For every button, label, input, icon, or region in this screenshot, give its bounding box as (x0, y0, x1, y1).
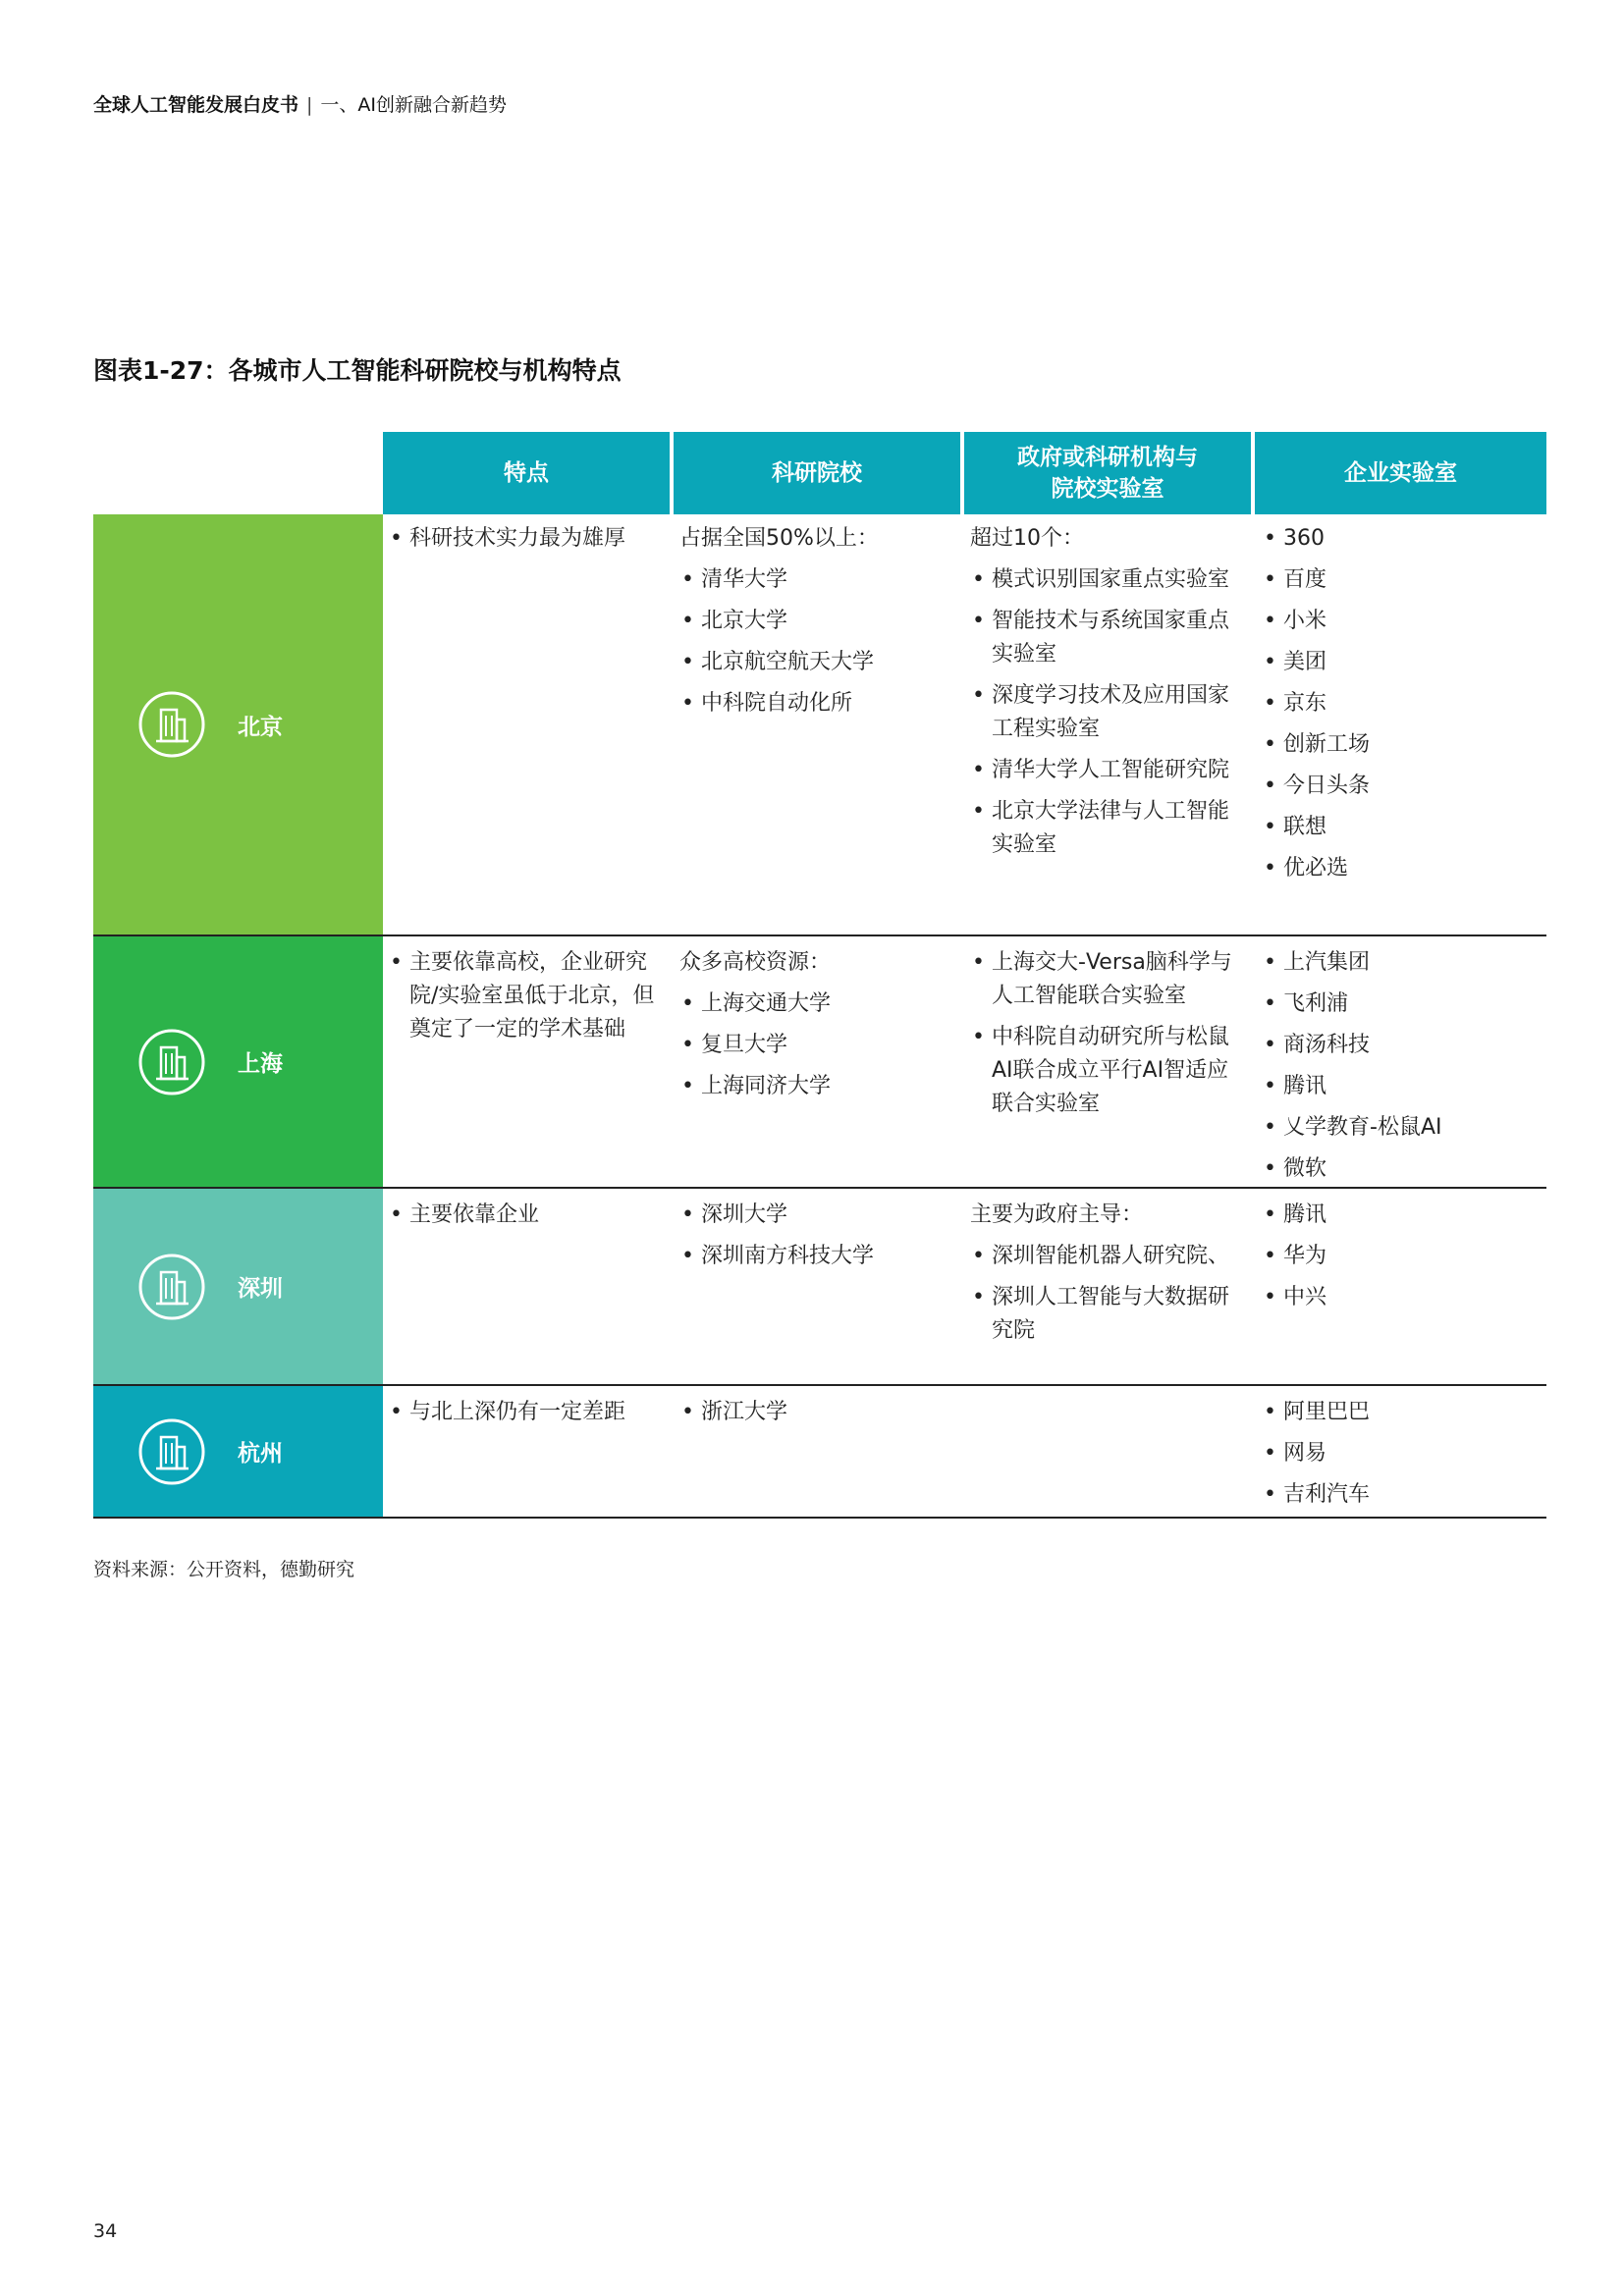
list-item: • 优必选 (1262, 852, 1541, 885)
list-item: • 商汤科技 (1262, 1029, 1541, 1062)
list-item: • 创新工场 (1262, 728, 1541, 762)
list-item: • 网易 (1262, 1437, 1541, 1470)
source-note: 资料来源：公开资料，德勤研究 (93, 1559, 355, 1580)
list-item: • 智能技术与系统国家重点实验室 (970, 605, 1249, 671)
list-item: • 中科院自动研究所与松鼠AI联合成立平行AI智适应联合实验室 (970, 1021, 1249, 1121)
list-item: • 360 (1262, 522, 1541, 556)
city-comparison-table (93, 432, 1546, 1519)
building-icon (137, 1253, 206, 1321)
list-item: • 腾讯 (1262, 1070, 1541, 1103)
city-name: 深圳 (238, 1276, 283, 1302)
list-item: • 微软 (1262, 1152, 1541, 1186)
building-icon (137, 1028, 206, 1096)
list-item: • 联想 (1262, 811, 1541, 844)
list-item: • 浙江大学 (679, 1396, 958, 1429)
list-item: • 科研技术实力最为雄厚 (388, 522, 667, 556)
city-name: 北京 (238, 714, 283, 740)
universities-cell (679, 946, 958, 1111)
features-cell (388, 522, 667, 563)
list-item: • 美团 (1262, 646, 1541, 679)
table-row (93, 936, 1546, 1189)
list-item: • 乂学教育-松鼠AI (1262, 1111, 1541, 1145)
list-item: • 上海同济大学 (679, 1070, 958, 1103)
list-item: • 今日头条 (1262, 770, 1541, 803)
city-label-cell (93, 514, 383, 934)
list-item: • 百度 (1262, 563, 1541, 597)
list-item: • 深度学习技术及应用国家工程实验室 (970, 679, 1249, 746)
enterprise-labs-cell (1262, 1199, 1541, 1322)
table-row (93, 514, 1546, 936)
cell-intro: 占据全国50%以上： (679, 526, 879, 551)
gov-labs-cell (970, 522, 1249, 870)
features-cell (388, 946, 667, 1054)
header-separator: | (306, 94, 313, 116)
list-item: • 阿里巴巴 (1262, 1396, 1541, 1429)
gov-labs-cell (970, 1199, 1249, 1356)
city-label-cell (93, 936, 383, 1187)
column-header-features: 特点 (383, 432, 670, 514)
list-item: • 主要依靠企业 (388, 1199, 667, 1232)
building-icon (137, 1417, 206, 1486)
list-item: • 清华大学 (679, 563, 958, 597)
list-item: • 模式识别国家重点实验室 (970, 563, 1249, 597)
features-cell (388, 1396, 667, 1437)
column-header-universities: 科研院校 (674, 432, 960, 514)
list-item: • 与北上深仍有一定差距 (388, 1396, 667, 1429)
list-item: • 深圳大学 (679, 1199, 958, 1232)
list-item: • 北京大学法律与人工智能实验室 (970, 795, 1249, 862)
city-name: 杭州 (238, 1441, 283, 1467)
list-item: • 中兴 (1262, 1281, 1541, 1314)
list-item: • 深圳人工智能与大数据研究院 (970, 1281, 1249, 1348)
list-item: • 上汽集团 (1262, 946, 1541, 980)
list-item: • 北京大学 (679, 605, 958, 638)
list-item: • 中科院自动化所 (679, 687, 958, 721)
header-section: 一、AI创新融合新趋势 (320, 94, 508, 116)
list-item: • 深圳南方科技大学 (679, 1240, 958, 1273)
enterprise-labs-cell (1262, 1396, 1541, 1520)
list-item: • 小米 (1262, 605, 1541, 638)
universities-cell (679, 1396, 958, 1437)
enterprise-labs-cell (1262, 522, 1541, 893)
list-item: • 北京航空航天大学 (679, 646, 958, 679)
table-header (93, 432, 1546, 514)
enterprise-labs-cell (1262, 946, 1541, 1194)
cell-intro: 主要为政府主导： (970, 1202, 1144, 1227)
city-label-cell (93, 1189, 383, 1384)
features-cell (388, 1199, 667, 1240)
table-row (93, 1189, 1546, 1386)
gov-labs-cell (970, 946, 1249, 1129)
list-item: • 腾讯 (1262, 1199, 1541, 1232)
list-item: • 吉利汽车 (1262, 1478, 1541, 1512)
list-item: • 主要依靠高校，企业研究院/实验室虽低于北京，但奠定了一定的学术基础 (388, 946, 667, 1046)
building-icon (137, 690, 206, 759)
list-item: • 飞利浦 (1262, 988, 1541, 1021)
header-title: 全球人工智能发展白皮书 (93, 94, 299, 116)
column-header-gov-labs: 政府或科研机构与院校实验室 (964, 432, 1251, 514)
list-item: • 上海交大-Versa脑科学与人工智能联合实验室 (970, 946, 1249, 1013)
list-item: • 清华大学人工智能研究院 (970, 754, 1249, 787)
table-body (93, 514, 1546, 1519)
city-name: 上海 (238, 1051, 283, 1077)
figure-title: 图表1-27：各城市人工智能科研院校与机构特点 (93, 356, 622, 385)
universities-cell (679, 1199, 958, 1281)
list-item: • 华为 (1262, 1240, 1541, 1273)
running-header (93, 90, 507, 117)
cell-intro: 超过10个： (970, 526, 1084, 551)
city-label-cell (93, 1386, 383, 1517)
list-item: • 复旦大学 (679, 1029, 958, 1062)
column-header-enterprise-labs: 企业实验室 (1255, 432, 1546, 514)
list-item: • 京东 (1262, 687, 1541, 721)
list-item: • 上海交通大学 (679, 988, 958, 1021)
list-item: • 深圳智能机器人研究院、 (970, 1240, 1249, 1273)
page-number: 34 (93, 2220, 118, 2242)
cell-intro: 众多高校资源： (679, 950, 832, 975)
universities-cell (679, 522, 958, 728)
table-row (93, 1386, 1546, 1519)
